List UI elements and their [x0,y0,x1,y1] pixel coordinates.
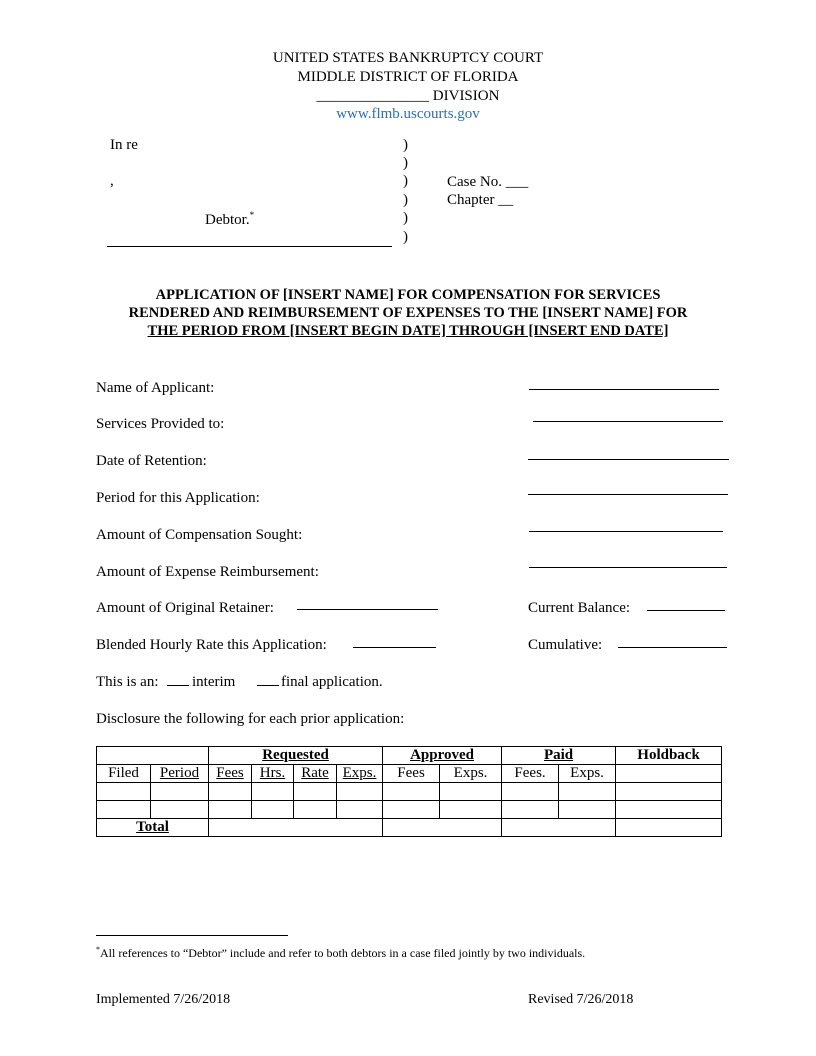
compensation-sought-label: Amount of Compensation Sought: [96,527,303,543]
footnote-mark: * [96,945,100,954]
caption-paren: ) [403,137,408,153]
caption-paren: ) [403,210,408,226]
expense-reimbursement-label: Amount of Expense Reimbursement: [96,564,319,580]
original-retainer-label: Amount of Original Retainer: [96,600,274,616]
current-balance-field[interactable] [647,610,725,611]
division-line: _______________ DIVISION [316,88,500,104]
table-cell[interactable] [502,801,559,819]
table-cell[interactable] [252,783,294,801]
approved-header: Approved [383,747,502,765]
interim-checkbox-line[interactable] [167,685,189,686]
expense-reimbursement-field[interactable] [529,567,727,568]
caption-paren: ) [403,192,408,208]
court-name: UNITED STATES BANKRUPTCY COURT [272,50,544,66]
table-blank-header [97,747,209,765]
in-re-label: In re [110,137,138,153]
website-row [0,106,816,123]
implemented-date: Implemented 7/26/2018 [96,992,231,1007]
table-cell[interactable] [616,801,722,819]
col-requested-rate: Rate [294,765,337,783]
debtor-text: Debtor. [205,212,250,228]
table-row [97,783,722,801]
total-paid-cell[interactable] [502,819,616,837]
col-paid-exps: Exps. [559,765,616,783]
title-line-2: RENDERED AND REIMBURSEMENT OF EXPENSES TO THE [INSERT NAME] FOR [128,305,688,321]
original-retainer-field[interactable] [297,609,438,610]
case-number: Case No. ___ [447,174,529,190]
table-cell[interactable] [252,801,294,819]
application-type-label: This is an: [96,674,159,690]
final-checkbox-line[interactable] [257,685,279,686]
paid-header: Paid [502,747,616,765]
caption-paren: ) [403,173,408,189]
compensation-sought-field[interactable] [529,531,723,532]
caption-paren: ) [403,155,408,171]
cumulative-label: Cumulative: [528,637,603,653]
debtor-footnote-mark: * [249,210,255,220]
title-line-1: APPLICATION OF [INSERT NAME] FOR COMPENSATION FOR SERVICES [155,287,661,303]
caption-underline [107,246,392,247]
col-requested-exps: Exps. [337,765,383,783]
website-link[interactable]: www.flmb.uscourts.gov [336,106,480,122]
revised-date: Revised 7/26/2018 [528,992,634,1007]
final-label: final application. [281,674,383,690]
services-provided-label: Services Provided to: [96,416,225,432]
title-line-3: THE PERIOD FROM [INSERT BEGIN DATE] THROUGH [INSERT END DATE] [147,323,669,339]
total-requested-cell[interactable] [209,819,383,837]
chapter-number: Chapter __ [447,192,514,208]
table-cell[interactable] [559,783,616,801]
footnote-separator [96,935,288,936]
disclosure-label: Disclosure the following for each prior application: [96,711,405,727]
name-of-applicant-label: Name of Applicant: [96,380,215,396]
table-cell[interactable] [294,801,337,819]
period-field[interactable] [528,494,728,495]
district-name: MIDDLE DISTRICT OF FLORIDA [297,69,519,85]
interim-label: interim [192,674,236,690]
table-subheader-row [97,765,722,783]
table-cell[interactable] [209,783,252,801]
table-cell[interactable] [383,783,440,801]
holdback-header: Holdback [616,747,722,765]
debtor-label [205,210,254,229]
table-cell[interactable] [616,783,722,801]
table-cell[interactable] [502,783,559,801]
table-cell[interactable] [383,801,440,819]
col-requested-hrs: Hrs. [252,765,294,783]
table-cell[interactable] [209,801,252,819]
period-label: Period for this Application: [96,490,260,506]
date-of-retention-label: Date of Retention: [96,453,207,469]
table-cell[interactable] [97,783,151,801]
total-label: Total [97,819,209,837]
cumulative-field[interactable] [618,647,727,648]
caption-paren: ) [403,229,408,245]
col-requested-fees: Fees [209,765,252,783]
table-cell[interactable] [151,783,209,801]
col-approved-exps: Exps. [440,765,502,783]
footnote [96,945,585,961]
debtor-name-comma: , [110,173,114,189]
col-approved-fees: Fees [383,765,440,783]
requested-header: Requested [209,747,383,765]
table-cell[interactable] [337,801,383,819]
current-balance-label: Current Balance: [528,600,631,616]
table-cell[interactable] [440,783,502,801]
table-row [97,801,722,819]
blended-rate-field[interactable] [353,647,436,648]
table-cell[interactable] [294,783,337,801]
footnote-text: All references to “Debtor” include and refer to both debtors in a case filed jointly by two individuals. [100,946,586,960]
total-holdback-cell[interactable] [616,819,722,837]
col-filed: Filed [97,765,151,783]
prior-applications-table [96,746,722,837]
date-of-retention-field[interactable] [528,459,729,460]
col-period: Period [151,765,209,783]
total-approved-cell[interactable] [383,819,502,837]
col-paid-fees: Fees. [502,765,559,783]
col-holdback [616,765,722,783]
table-cell[interactable] [559,801,616,819]
table-cell[interactable] [440,801,502,819]
table-total-row [97,819,722,837]
services-provided-field[interactable] [533,421,723,422]
table-cell[interactable] [151,801,209,819]
blended-rate-label: Blended Hourly Rate this Application: [96,637,327,653]
table-cell[interactable] [337,783,383,801]
table-header-row [97,747,722,765]
name-of-applicant-field[interactable] [529,389,719,390]
table-cell[interactable] [97,801,151,819]
